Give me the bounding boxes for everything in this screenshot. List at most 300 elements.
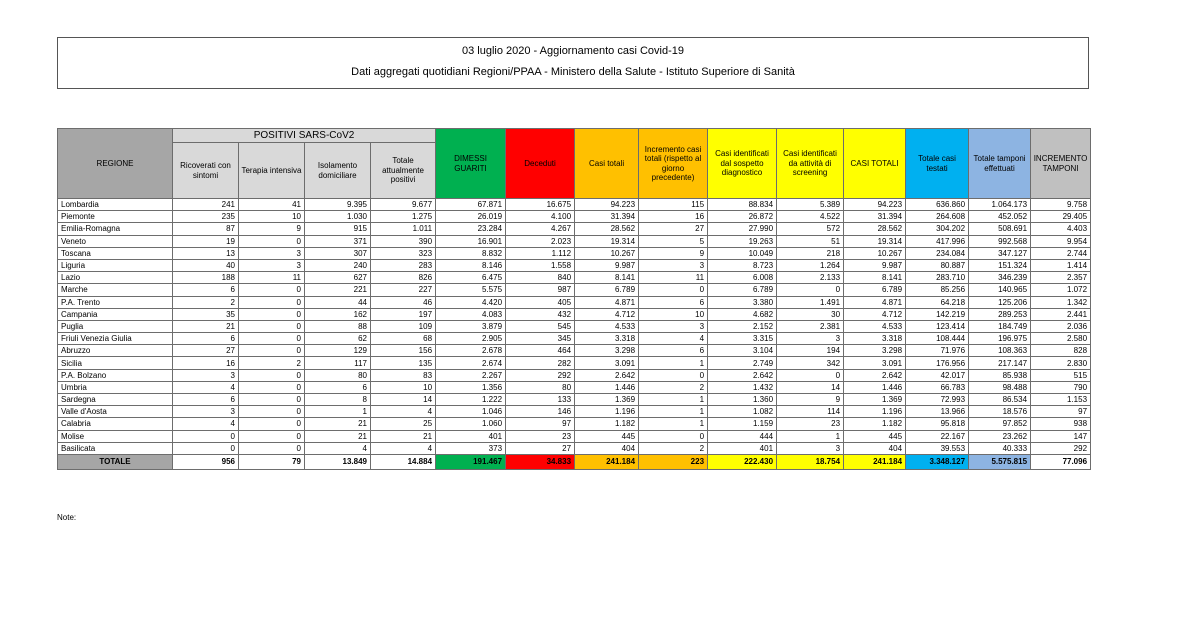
table-cell: 46	[371, 296, 436, 308]
region-name: Sardegna	[58, 394, 173, 406]
table-cell: 9.758	[1031, 199, 1091, 211]
region-name: Emilia-Romagna	[58, 223, 173, 235]
table-cell: 44	[305, 296, 371, 308]
table-cell: 146	[506, 406, 575, 418]
table-cell: 64.218	[906, 296, 969, 308]
table-cell: 1.112	[506, 247, 575, 259]
header-totale-testati: Totale casi testati	[906, 129, 969, 199]
table-cell: 292	[506, 369, 575, 381]
table-cell: 40.333	[969, 442, 1031, 454]
table-row	[58, 284, 1091, 296]
table-cell: 417.996	[906, 235, 969, 247]
table-row	[58, 333, 1091, 345]
table-cell: 515	[1031, 369, 1091, 381]
header-regione: REGIONE	[58, 129, 173, 199]
table-cell: 0	[173, 442, 239, 454]
table-cell: 3	[777, 333, 844, 345]
header-positivi: POSITIVI SARS-CoV2	[173, 129, 436, 143]
table-cell: 197	[371, 308, 436, 320]
table-cell: 19.314	[844, 235, 906, 247]
table-cell: 6.789	[575, 284, 639, 296]
table-cell: 10	[371, 381, 436, 393]
table-cell: 2.905	[436, 333, 506, 345]
table-cell: 31.394	[575, 211, 639, 223]
table-cell: 1.060	[436, 418, 506, 430]
region-name: Calabria	[58, 418, 173, 430]
region-name: Piemonte	[58, 211, 173, 223]
table-cell: 25	[371, 418, 436, 430]
table-row	[58, 345, 1091, 357]
region-name: Molise	[58, 430, 173, 442]
region-name: Abruzzo	[58, 345, 173, 357]
table-cell: 6.789	[844, 284, 906, 296]
table-cell: 6.008	[708, 272, 777, 284]
table-cell: 1.196	[575, 406, 639, 418]
table-cell: 40	[173, 259, 239, 271]
table-cell: 9.395	[305, 199, 371, 211]
table-cell: 0	[239, 235, 305, 247]
table-cell: 221	[305, 284, 371, 296]
covid-data-table	[57, 128, 1091, 470]
table-cell: 342	[777, 357, 844, 369]
table-cell: 4.100	[506, 211, 575, 223]
table-cell: 4.267	[506, 223, 575, 235]
table-cell: 3	[173, 406, 239, 418]
table-cell: 88.834	[708, 199, 777, 211]
table-cell: 140.965	[969, 284, 1031, 296]
table-cell: 404	[844, 442, 906, 454]
table-cell: 2.152	[708, 320, 777, 332]
table-cell: 790	[1031, 381, 1091, 393]
table-cell: 1.342	[1031, 296, 1091, 308]
table-cell: 0	[239, 406, 305, 418]
table-cell: 404	[575, 442, 639, 454]
table-cell: 23	[506, 430, 575, 442]
table-cell: 188	[173, 272, 239, 284]
table-row	[58, 272, 1091, 284]
table-cell: 2.642	[575, 369, 639, 381]
header-ricoverati: Ricoverati con sintomi	[173, 143, 239, 199]
table-cell: 83	[371, 369, 436, 381]
table-cell: 0	[173, 430, 239, 442]
table-cell: 28.562	[575, 223, 639, 235]
table-cell: 4.403	[1031, 223, 1091, 235]
report-title: 03 luglio 2020 - Aggiornamento casi Covid-19	[462, 45, 684, 57]
table-cell: 390	[371, 235, 436, 247]
table-cell: 0	[239, 296, 305, 308]
table-cell: 8.723	[708, 259, 777, 271]
table-row	[58, 259, 1091, 271]
table-row	[58, 308, 1091, 320]
table-cell: 3	[777, 442, 844, 454]
report-title-box	[57, 37, 1089, 89]
table-cell: 373	[436, 442, 506, 454]
table-cell: 4.712	[575, 308, 639, 320]
table-cell: 992.568	[969, 235, 1031, 247]
table-cell: 22.167	[906, 430, 969, 442]
table-cell: 19.263	[708, 235, 777, 247]
table-cell: 1	[639, 406, 708, 418]
table-cell: 9	[239, 223, 305, 235]
table-cell: 85.938	[969, 369, 1031, 381]
region-name: Puglia	[58, 320, 173, 332]
table-cell: 31.394	[844, 211, 906, 223]
table-cell: 8.141	[575, 272, 639, 284]
table-cell: 194	[777, 345, 844, 357]
total-cell: 191.467	[436, 454, 506, 469]
table-row	[58, 235, 1091, 247]
table-cell: 4.533	[844, 320, 906, 332]
table-cell: 94.223	[575, 199, 639, 211]
table-cell: 97	[1031, 406, 1091, 418]
table-cell: 1.446	[575, 381, 639, 393]
table-cell: 445	[844, 430, 906, 442]
header-totale-tamponi: Totale tamponi effettuati	[969, 129, 1031, 199]
table-cell: 26.872	[708, 211, 777, 223]
table-cell: 3.091	[575, 357, 639, 369]
table-cell: 10.267	[575, 247, 639, 259]
report-subtitle: Dati aggregati quotidiani Regioni/PPAA - Ministero della Salute - Istituto Superiore di Sanità	[351, 66, 795, 78]
table-cell: 0	[239, 345, 305, 357]
table-cell: 3.879	[436, 320, 506, 332]
table-cell: 4.682	[708, 308, 777, 320]
total-cell: 77.096	[1031, 454, 1091, 469]
table-cell: 9.677	[371, 199, 436, 211]
region-name: Lazio	[58, 272, 173, 284]
table-cell: 16.675	[506, 199, 575, 211]
table-cell: 240	[305, 259, 371, 271]
table-row	[58, 394, 1091, 406]
table-cell: 13.966	[906, 406, 969, 418]
table-cell: 636.860	[906, 199, 969, 211]
header-casi-totali: Casi totali	[575, 129, 639, 199]
table-cell: 0	[239, 333, 305, 345]
region-name: Marche	[58, 284, 173, 296]
table-cell: 4.420	[436, 296, 506, 308]
table-cell: 97	[506, 418, 575, 430]
table-cell: 283.710	[906, 272, 969, 284]
total-cell: 956	[173, 454, 239, 469]
table-cell: 2	[173, 296, 239, 308]
table-cell: 98.488	[969, 381, 1031, 393]
table-cell: 13	[173, 247, 239, 259]
table-cell: 4	[371, 442, 436, 454]
table-cell: 4	[173, 381, 239, 393]
table-cell: 4	[639, 333, 708, 345]
table-cell: 3.318	[575, 333, 639, 345]
header-totale-positivi: Totale attualmente positivi	[371, 143, 436, 199]
table-cell: 86.534	[969, 394, 1031, 406]
table-cell: 2.357	[1031, 272, 1091, 284]
total-cell: 18.754	[777, 454, 844, 469]
table-cell: 23	[777, 418, 844, 430]
note-label: Note:	[57, 513, 77, 522]
region-name: P.A. Bolzano	[58, 369, 173, 381]
table-cell: 218	[777, 247, 844, 259]
region-name: Basilicata	[58, 442, 173, 454]
table-cell: 26.019	[436, 211, 506, 223]
table-cell: 2.642	[708, 369, 777, 381]
total-cell: 34.833	[506, 454, 575, 469]
table-cell: 1.046	[436, 406, 506, 418]
table-cell: 1	[639, 394, 708, 406]
table-cell: 4.871	[844, 296, 906, 308]
table-cell: 21	[305, 418, 371, 430]
header-deceduti: Deceduti	[506, 129, 575, 199]
table-cell: 826	[371, 272, 436, 284]
table-cell: 117	[305, 357, 371, 369]
table-cell: 27	[639, 223, 708, 235]
table-cell: 196.975	[969, 333, 1031, 345]
table-cell: 21	[305, 430, 371, 442]
table-cell: 1.491	[777, 296, 844, 308]
table-cell: 1.196	[844, 406, 906, 418]
table-cell: 19	[173, 235, 239, 247]
table-cell: 28.562	[844, 223, 906, 235]
total-cell: 222.430	[708, 454, 777, 469]
region-name: Toscana	[58, 247, 173, 259]
table-cell: 68	[371, 333, 436, 345]
table-cell: 0	[777, 284, 844, 296]
table-cell: 9	[777, 394, 844, 406]
table-cell: 5	[639, 235, 708, 247]
total-cell: 13.849	[305, 454, 371, 469]
total-label: TOTALE	[58, 454, 173, 469]
table-row	[58, 406, 1091, 418]
table-cell: 6	[173, 394, 239, 406]
table-cell: 3.298	[575, 345, 639, 357]
table-cell: 828	[1031, 345, 1091, 357]
table-cell: 292	[1031, 442, 1091, 454]
table-cell: 16.901	[436, 235, 506, 247]
table-cell: 23.284	[436, 223, 506, 235]
table-cell: 6	[305, 381, 371, 393]
table-cell: 1.558	[506, 259, 575, 271]
table-cell: 67.871	[436, 199, 506, 211]
table-cell: 72.993	[906, 394, 969, 406]
table-cell: 8.832	[436, 247, 506, 259]
total-cell: 3.348.127	[906, 454, 969, 469]
region-name: Lombardia	[58, 199, 173, 211]
table-row	[58, 223, 1091, 235]
total-cell: 14.884	[371, 454, 436, 469]
table-cell: 95.818	[906, 418, 969, 430]
table-cell: 3	[239, 247, 305, 259]
table-cell: 176.956	[906, 357, 969, 369]
table-cell: 9	[639, 247, 708, 259]
table-cell: 147	[1031, 430, 1091, 442]
table-cell: 0	[639, 369, 708, 381]
table-cell: 0	[239, 430, 305, 442]
table-cell: 88	[305, 320, 371, 332]
table-row	[58, 211, 1091, 223]
table-cell: 0	[239, 418, 305, 430]
table-cell: 5.389	[777, 199, 844, 211]
table-cell: 1.182	[575, 418, 639, 430]
table-cell: 464	[506, 345, 575, 357]
table-cell: 0	[777, 369, 844, 381]
table-cell: 3	[173, 369, 239, 381]
table-cell: 114	[777, 406, 844, 418]
table-cell: 2.036	[1031, 320, 1091, 332]
table-cell: 432	[506, 308, 575, 320]
table-cell: 1.072	[1031, 284, 1091, 296]
table-cell: 323	[371, 247, 436, 259]
table-cell: 1.275	[371, 211, 436, 223]
table-cell: 9.987	[575, 259, 639, 271]
table-cell: 508.691	[969, 223, 1031, 235]
header-dimessi-guariti: DIMESSI GUARITI	[436, 129, 506, 199]
table-cell: 1.356	[436, 381, 506, 393]
table-cell: 87	[173, 223, 239, 235]
table-cell: 108.363	[969, 345, 1031, 357]
table-cell: 3.380	[708, 296, 777, 308]
table-cell: 14	[777, 381, 844, 393]
region-name: Campania	[58, 308, 173, 320]
table-cell: 401	[708, 442, 777, 454]
table-cell: 264.608	[906, 211, 969, 223]
table-cell: 2	[639, 442, 708, 454]
table-cell: 1.011	[371, 223, 436, 235]
table-cell: 347.127	[969, 247, 1031, 259]
table-cell: 97.852	[969, 418, 1031, 430]
table-cell: 2.642	[844, 369, 906, 381]
table-cell: 0	[239, 308, 305, 320]
table-cell: 10.267	[844, 247, 906, 259]
table-cell: 6.789	[708, 284, 777, 296]
table-cell: 42.017	[906, 369, 969, 381]
table-cell: 108.444	[906, 333, 969, 345]
region-name: Liguria	[58, 259, 173, 271]
table-cell: 0	[239, 284, 305, 296]
table-cell: 938	[1031, 418, 1091, 430]
table-cell: 135	[371, 357, 436, 369]
table-cell: 2.133	[777, 272, 844, 284]
table-cell: 1.159	[708, 418, 777, 430]
table-cell: 234.084	[906, 247, 969, 259]
table-cell: 2.744	[1031, 247, 1091, 259]
table-cell: 3	[639, 320, 708, 332]
table-cell: 27.990	[708, 223, 777, 235]
table-cell: 11	[639, 272, 708, 284]
table-cell: 85.256	[906, 284, 969, 296]
table-cell: 156	[371, 345, 436, 357]
table-row	[58, 442, 1091, 454]
table-cell: 10	[639, 308, 708, 320]
region-name: Valle d'Aosta	[58, 406, 173, 418]
table-cell: 3	[639, 259, 708, 271]
table-cell: 1.153	[1031, 394, 1091, 406]
table-cell: 307	[305, 247, 371, 259]
table-cell: 142.219	[906, 308, 969, 320]
table-cell: 11	[239, 272, 305, 284]
table-cell: 0	[239, 442, 305, 454]
table-cell: 4	[173, 418, 239, 430]
table-row	[58, 357, 1091, 369]
table-cell: 1.369	[844, 394, 906, 406]
table-cell: 23.262	[969, 430, 1031, 442]
total-cell: 241.184	[844, 454, 906, 469]
table-cell: 1.222	[436, 394, 506, 406]
total-cell: 79	[239, 454, 305, 469]
table-cell: 0	[639, 284, 708, 296]
table-cell: 10.049	[708, 247, 777, 259]
table-cell: 6	[173, 333, 239, 345]
table-cell: 0	[239, 381, 305, 393]
table-cell: 123.414	[906, 320, 969, 332]
table-row	[58, 296, 1091, 308]
table-cell: 1.030	[305, 211, 371, 223]
table-cell: 2.580	[1031, 333, 1091, 345]
table-cell: 71.976	[906, 345, 969, 357]
table-cell: 4.083	[436, 308, 506, 320]
table-cell: 94.223	[844, 199, 906, 211]
table-cell: 6	[173, 284, 239, 296]
total-cell: 223	[639, 454, 708, 469]
table-cell: 3.104	[708, 345, 777, 357]
table-cell: 1.360	[708, 394, 777, 406]
table-cell: 18.576	[969, 406, 1031, 418]
table-cell: 1.264	[777, 259, 844, 271]
table-cell: 1.182	[844, 418, 906, 430]
table-cell: 1.414	[1031, 259, 1091, 271]
table-cell: 1	[777, 430, 844, 442]
table-cell: 4	[371, 406, 436, 418]
region-name: Sicilia	[58, 357, 173, 369]
table-cell: 0	[239, 369, 305, 381]
table-row	[58, 199, 1091, 211]
table-cell: 0	[239, 320, 305, 332]
region-name: Veneto	[58, 235, 173, 247]
table-cell: 4.522	[777, 211, 844, 223]
table-cell: 4	[305, 442, 371, 454]
table-cell: 2	[239, 357, 305, 369]
table-cell: 39.553	[906, 442, 969, 454]
table-cell: 346.239	[969, 272, 1031, 284]
region-name: Umbria	[58, 381, 173, 393]
table-cell: 66.783	[906, 381, 969, 393]
table-cell: 16	[639, 211, 708, 223]
table-cell: 3.298	[844, 345, 906, 357]
table-row	[58, 381, 1091, 393]
table-cell: 3.315	[708, 333, 777, 345]
table-cell: 10	[239, 211, 305, 223]
table-row	[58, 418, 1091, 430]
table-cell: 1.432	[708, 381, 777, 393]
table-cell: 80	[506, 381, 575, 393]
table-cell: 1	[639, 357, 708, 369]
header-incremento-tamponi: INCREMENTO TAMPONI	[1031, 129, 1091, 199]
region-name: Friuli Venezia Giulia	[58, 333, 173, 345]
table-cell: 6.475	[436, 272, 506, 284]
table-cell: 16	[173, 357, 239, 369]
table-cell: 1	[305, 406, 371, 418]
table-cell: 184.749	[969, 320, 1031, 332]
table-cell: 35	[173, 308, 239, 320]
header-casi-sospetto: Casi identificati dal sospetto diagnostico	[708, 129, 777, 199]
table-cell: 2.749	[708, 357, 777, 369]
table-cell: 452.052	[969, 211, 1031, 223]
table-cell: 3.091	[844, 357, 906, 369]
table-cell: 217.147	[969, 357, 1031, 369]
table-cell: 401	[436, 430, 506, 442]
table-cell: 915	[305, 223, 371, 235]
table-cell: 21	[173, 320, 239, 332]
table-cell: 2.441	[1031, 308, 1091, 320]
table-cell: 9.954	[1031, 235, 1091, 247]
table-cell: 29.405	[1031, 211, 1091, 223]
table-row	[58, 369, 1091, 381]
